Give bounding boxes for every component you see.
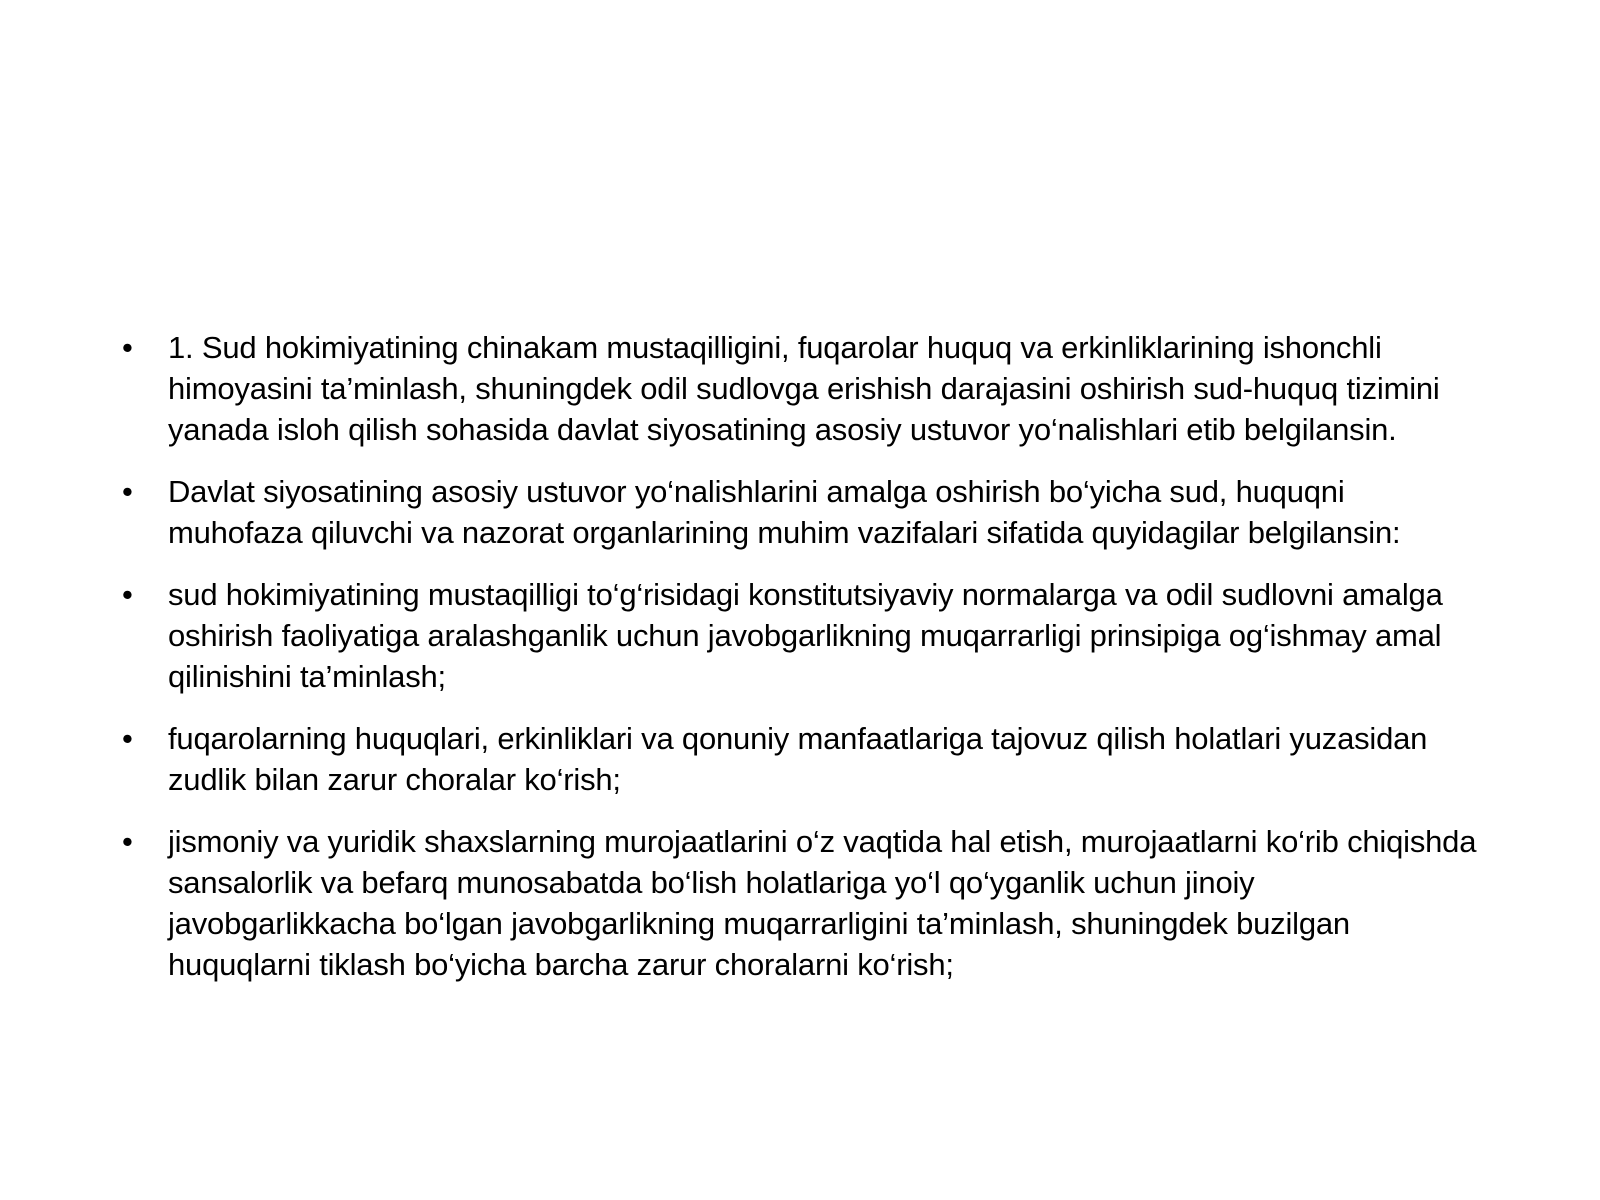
bullet-dot-icon: • (122, 330, 133, 365)
bullet-item-3 (118, 574, 1478, 697)
bullet-text: Davlat siyosatining asosiy ustuvor yo‘nalishlarini amalga oshirish bo‘yicha sud, huquqni muhofaza qiluvchi va nazorat organlarining muhim vazifalari sifatida quyidagilar belgilansin: (168, 474, 1401, 550)
bullet-text: sud hokimiyatining mustaqilligi to‘g‘risidagi konstitutsiyaviy normalarga va odil sudlovni amalga oshirish faoliyatiga aralashganlik uchun javobgarlikning muqarrarligi prinsipiga og‘ishmay amal qilinishini ta’minlash; (168, 577, 1443, 694)
bullet-item-4 (118, 718, 1478, 800)
bullet-dot-icon: • (122, 824, 133, 859)
bullet-list (118, 327, 1478, 985)
slide-body (118, 327, 1478, 1006)
bullet-item-5 (118, 821, 1478, 985)
bullet-text: jismoniy va yuridik shaxslarning murojaatlarini o‘z vaqtida hal etish, murojaatlarni ko‘rib chiqishda sansalorlik va befarq munosabatda bo‘lish holatlariga yo‘l qo‘yganlik uchun jinoiy javobgarlikkacha bo‘lgan javobgarlikning muqarrarligini ta’minlash, shuningdek buzilgan huquqlarni tiklash bo‘yicha barcha zarur choralarni ko‘rish; (168, 824, 1477, 982)
bullet-text: 1. Sud hokimiyatining chinakam mustaqilligini, fuqarolar huquq va erkinliklarining ishonchli himoyasini ta’minlash, shuningdek odil sudlovga erishish darajasini oshirish sud-huquq tizimini yanada isloh qilish sohasida davlat siyosatining asosiy ustuvor yo‘nalishlari etib belgilansin. (168, 330, 1440, 447)
bullet-dot-icon: • (122, 474, 133, 509)
bullet-item-2 (118, 471, 1478, 553)
bullet-dot-icon: • (122, 577, 133, 612)
bullet-text: fuqarolarning huquqlari, erkinliklari va qonuniy manfaatlariga tajovuz qilish holatlari yuzasidan zudlik bilan zarur choralar ko‘rish; (168, 721, 1428, 797)
bullet-dot-icon: • (122, 721, 133, 756)
bullet-item-1 (118, 327, 1478, 450)
